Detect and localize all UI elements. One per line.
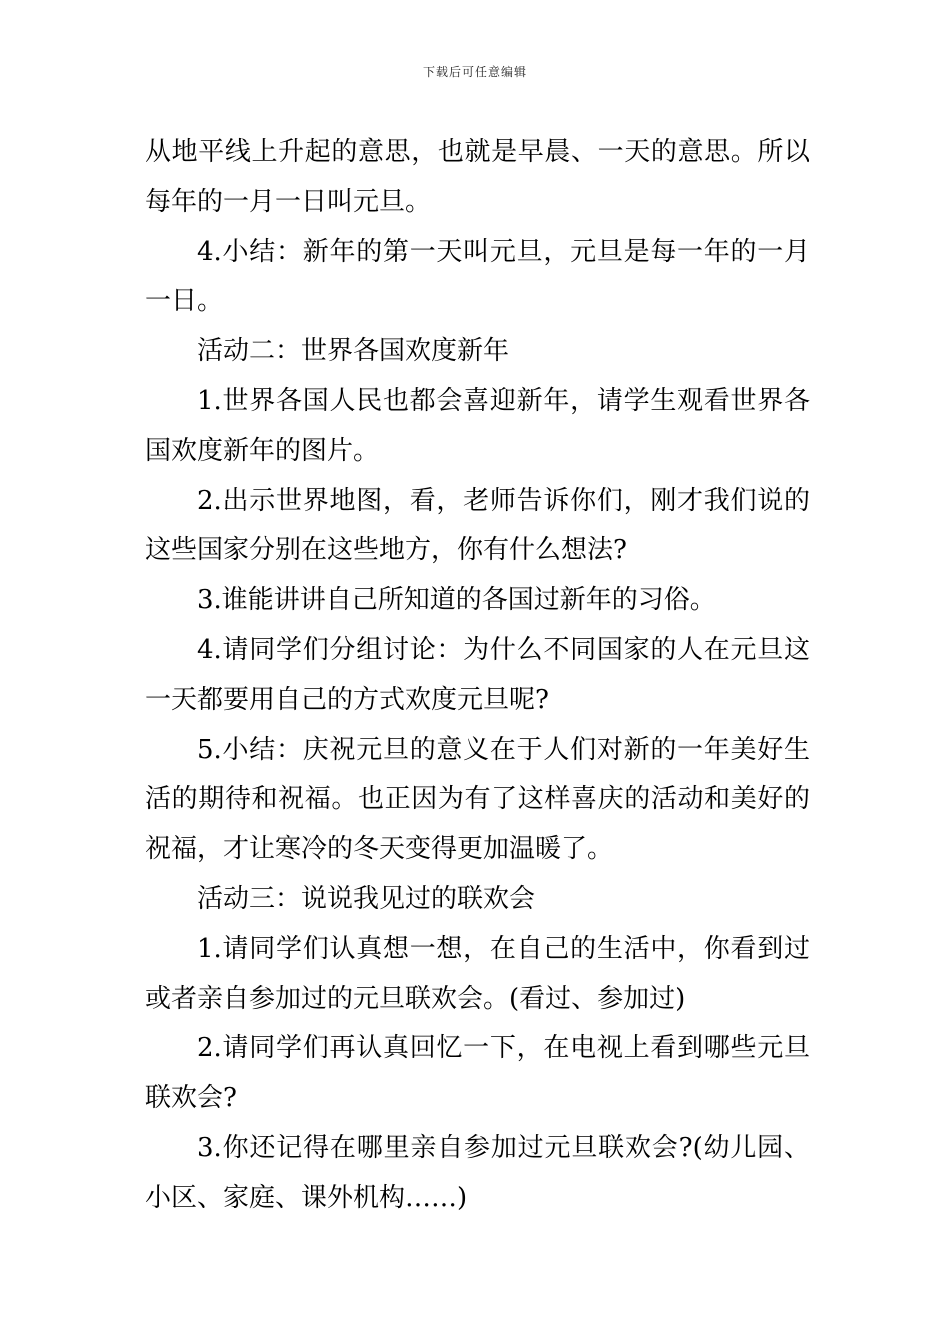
paragraph-11: 2.请同学们再认真回忆一下，在电视上看到哪些元旦联欢会?: [145, 1033, 810, 1114]
section-heading-activity-2: 活动二：世界各国欢度新年: [197, 336, 510, 367]
paragraph-5: 2.出示世界地图，看，老师告诉你们，刚才我们说的这些国家分别在这些地方，你有什么想法?: [145, 485, 810, 566]
paragraph-10: 1.请同学们认真想一想，在自己的生活中，你看到过或者亲自参加过的元旦联欢会。(看过、参加过): [145, 933, 810, 1014]
paragraph-7: 4.请同学们分组讨论：为什么不同国家的人在元旦这一天都要用自己的方式欢度元旦呢?: [145, 634, 810, 715]
paragraph-1: 从地平线上升起的意思，也就是早晨、一天的意思。所以每年的一月一日叫元旦。: [145, 137, 810, 217]
document-body: [145, 128, 810, 1224]
section-heading-activity-3: 活动三：说说我见过的联欢会: [197, 883, 536, 914]
paragraph-2: 4.小结：新年的第一天叫元旦，元旦是每一年的一月一日。: [145, 236, 810, 317]
paragraph-6: 3.谁能讲讲自己所知道的各国过新年的习俗。: [197, 585, 716, 616]
paragraph-8: 5.小结：庆祝元旦的意义在于人们对新的一年美好生活的期待和祝福。也正因为有了这样喜庆的活动和美好的祝福，才让寒冷的冬天变得更加温暖了。: [145, 734, 810, 865]
page-header: 下载后可任意编辑: [422, 65, 527, 79]
paragraph-4: 1.世界各国人民也都会喜迎新年，请学生观看世界各国欢度新年的图片。: [145, 385, 810, 466]
paragraph-12: 3.你还记得在哪里亲自参加过元旦联欢会?(幼儿园、小区、家庭、课外机构……): [145, 1132, 810, 1213]
